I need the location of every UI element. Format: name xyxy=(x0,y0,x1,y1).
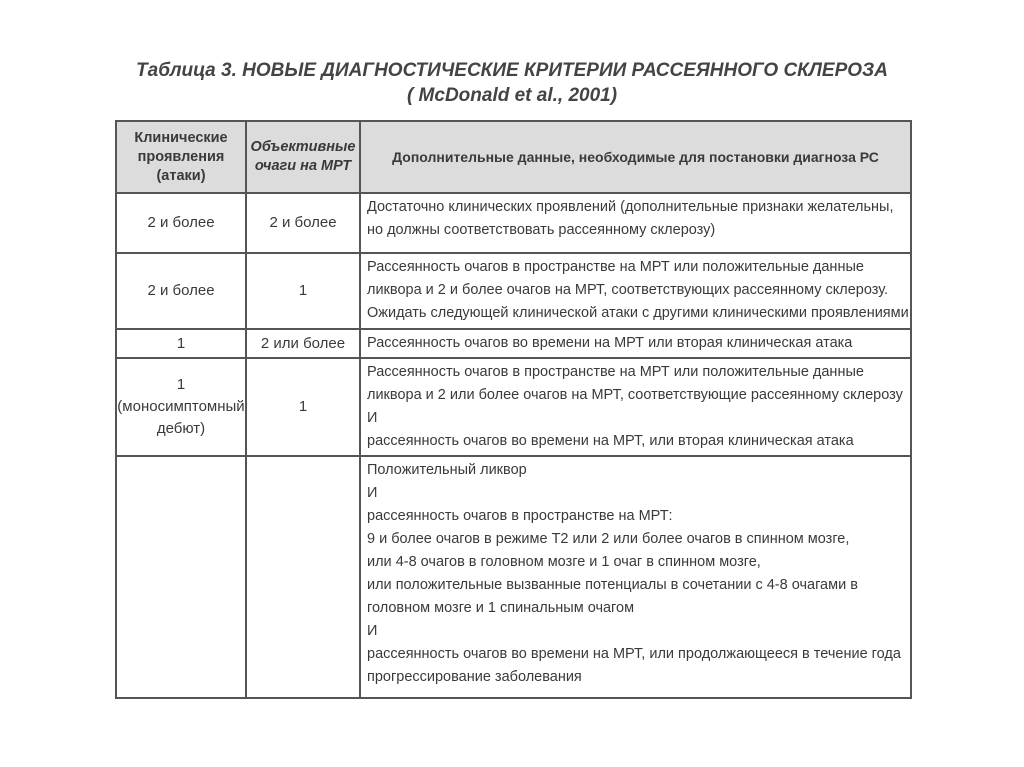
header-extra: Дополнительные данные, необходимые для постановки диагноза РС xyxy=(360,121,911,193)
cell-extra: Рассеянность очагов в пространстве на МРТ или положительные данные ликвора и 2 или более очагов на МРТ, соответствующие рассеянному склерозу И рассеянность очагов во времени на МРТ, или вторая клиническая атака xyxy=(360,358,911,456)
cell-clinical xyxy=(116,456,246,698)
header-row xyxy=(116,121,911,193)
cell-mri xyxy=(246,456,360,698)
header-mri: Объективные очаги на МРТ xyxy=(246,121,360,193)
title-line-2: ( McDonald et al., 2001) xyxy=(406,85,618,106)
cell-extra: Рассеянность очагов в пространстве на МРТ или положительные данные ликвора и 2 и более очагов на МРТ, соответствующих рассеянному склерозу. Ожидать следующей клинической атаки с другими клиническими проявлениями xyxy=(360,253,911,329)
table-row xyxy=(116,253,911,329)
title-line-1: Таблица 3. НОВЫЕ ДИАГНОСТИЧЕСКИЕ КРИТЕРИИ РАССЕЯННОГО СКЛЕРОЗА xyxy=(136,60,888,81)
criteria-table xyxy=(115,120,912,699)
cell-clinical: 1 xyxy=(116,329,246,358)
cell-mri: 1 xyxy=(246,253,360,329)
table-row xyxy=(116,193,911,253)
cell-mri: 2 или более xyxy=(246,329,360,358)
cell-extra: Достаточно клинических проявлений (дополнительные признаки желательны, но должны соответствовать рассеянному склерозу) xyxy=(360,193,911,253)
table-row xyxy=(116,329,911,358)
cell-mri: 1 xyxy=(246,358,360,456)
cell-clinical: 2 и более xyxy=(116,193,246,253)
cell-clinical: 1 (моносимптомный дебют) xyxy=(116,358,246,456)
table-row xyxy=(116,456,911,698)
table-row xyxy=(116,358,911,456)
cell-extra: Рассеянность очагов во времени на МРТ или вторая клиническая атака xyxy=(360,329,911,358)
cell-clinical: 2 и более xyxy=(116,253,246,329)
header-clinical: Клинические проявления (атаки) xyxy=(116,121,246,193)
cell-extra: Положительный ликвор И рассеянность очагов в пространстве на МРТ: 9 и более очагов в режиме Т2 или 2 или более очагов в спинном мозге, или 4-8 очагов в головном мозге и 1 очаг в спинном мозге, или положительные вызванные потенциалы в сочетании с 4-8 очагами в головном мозге и 1 спинальным очагом И рассеянность очагов во времени на МРТ, или продолжающееся в течение года прогрессирование заболевания xyxy=(360,456,911,698)
criteria-table-wrapper xyxy=(115,120,910,699)
cell-mri: 2 и более xyxy=(246,193,360,253)
table-title xyxy=(0,58,1024,108)
